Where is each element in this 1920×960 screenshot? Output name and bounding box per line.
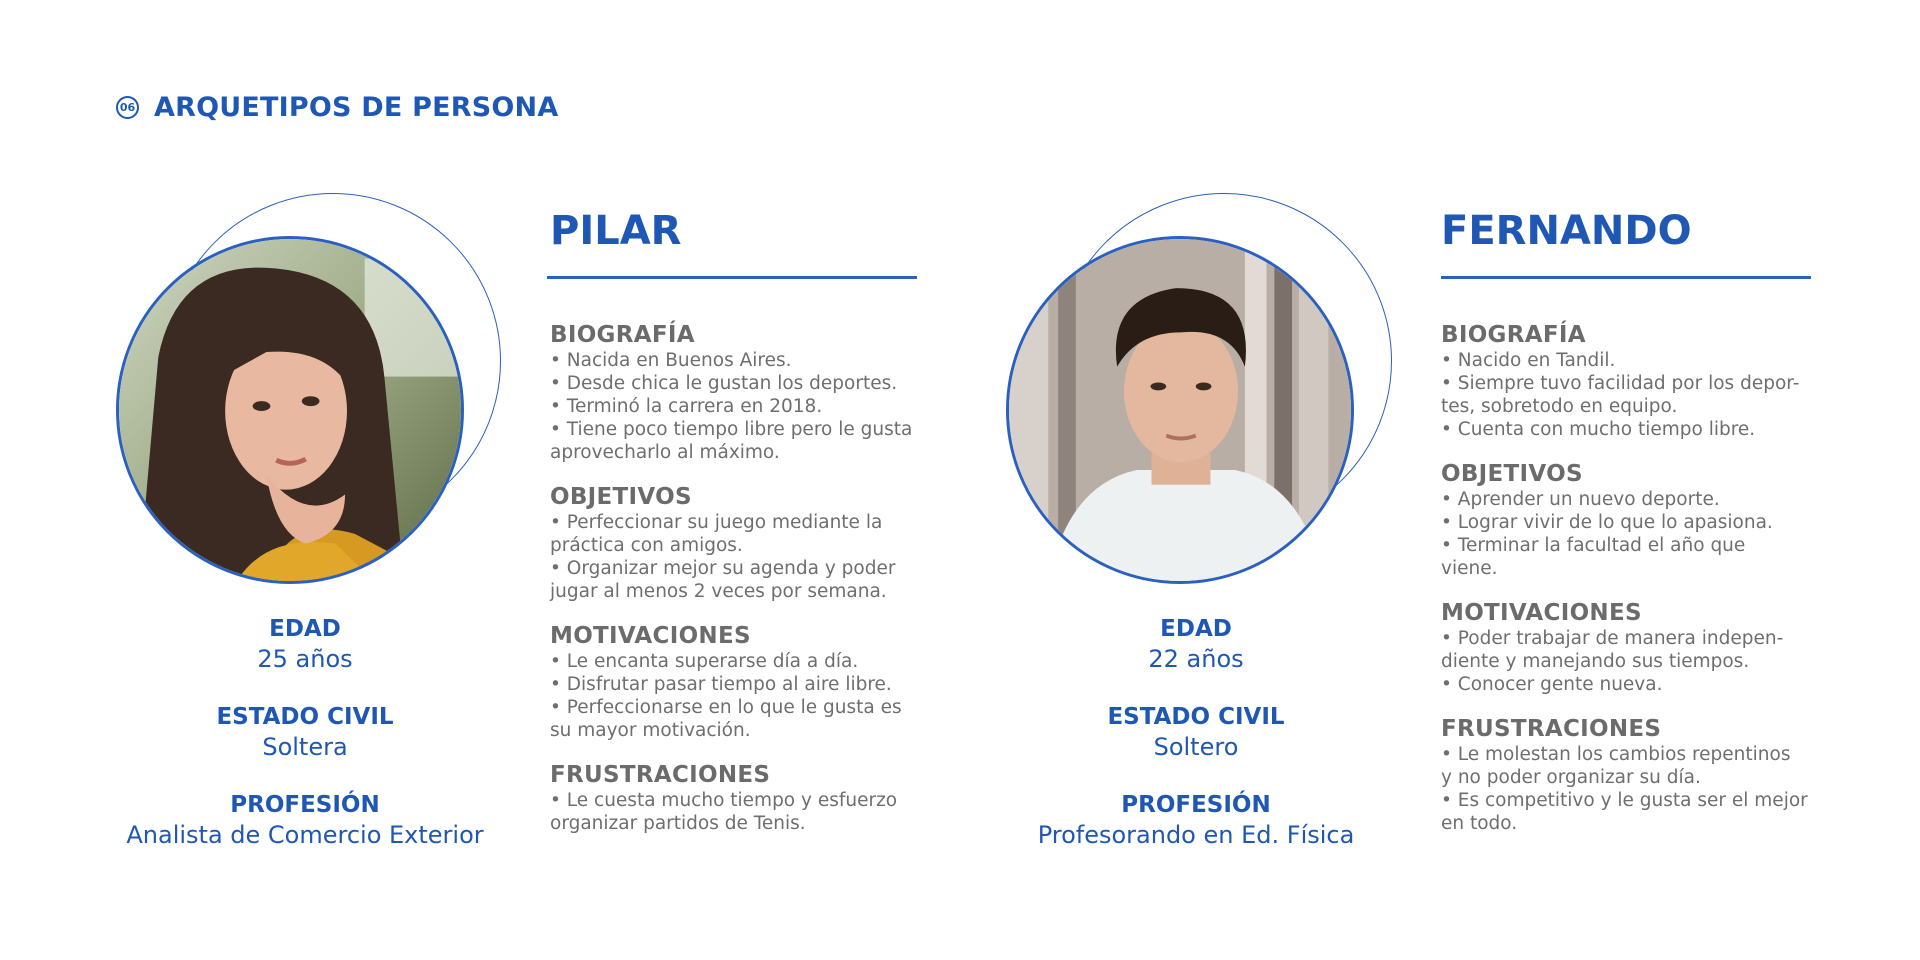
name-underline: [547, 276, 917, 279]
section-title: FRUSTRACIONES: [550, 762, 771, 788]
section-line: • Perfeccionarse en lo que le gusta es: [550, 697, 902, 718]
page-title: ARQUETIPOS DE PERSONA: [154, 91, 559, 123]
info-civil-status: [75, 702, 535, 762]
section-line: • Organizar mejor su agenda y poder: [550, 558, 896, 579]
section-line: aprovecharlo al máximo.: [550, 442, 780, 463]
section-line: • Le molestan los cambios repentinos: [1441, 744, 1791, 765]
persona-photo: [1006, 236, 1354, 584]
section-title: OBJETIVOS: [1441, 461, 1583, 487]
section-title: MOTIVACIONES: [1441, 600, 1642, 626]
info-value: Profesorando en Ed. Física: [1037, 821, 1355, 849]
persona-details: [1441, 322, 1811, 855]
info-profession: [966, 790, 1426, 850]
info-age: [966, 614, 1426, 674]
section-title: MOTIVACIONES: [550, 623, 751, 649]
section-frustrations: [1441, 716, 1811, 835]
persona-name: FERNANDO: [1441, 208, 1692, 254]
section-line: • Terminar la facultad el año que: [1441, 535, 1746, 556]
section-line: • Le encanta superarse día a día.: [550, 651, 859, 672]
section-line: • Disfrutar pasar tiempo al aire libre.: [550, 674, 892, 695]
section-biography: [550, 322, 920, 464]
section-line: tes, sobretodo en equipo.: [1441, 396, 1678, 417]
section-title: BIOGRAFÍA: [550, 322, 695, 348]
info-value: 25 años: [257, 645, 353, 673]
section-line: en todo.: [1441, 813, 1518, 834]
info-label: ESTADO CIVIL: [1107, 704, 1285, 730]
info-label: EDAD: [269, 616, 341, 642]
info-value: Soltera: [262, 733, 348, 761]
section-line: • Cuenta con mucho tiempo libre.: [1441, 419, 1756, 440]
section-motivations: [1441, 600, 1811, 696]
persona-details: [550, 322, 920, 855]
info-profession: [75, 790, 535, 850]
section-line: • Lograr vivir de lo que lo apasiona.: [1441, 512, 1773, 533]
info-value: Analista de Comercio Exterior: [126, 821, 484, 849]
section-line: diente y manejando sus tiempos.: [1441, 651, 1750, 672]
info-age: [75, 614, 535, 674]
section-frustrations: [550, 762, 920, 835]
section-line: y no poder organizar su día.: [1441, 767, 1701, 788]
section-line: organizar partidos de Tenis.: [550, 813, 806, 834]
portrait-woman-image: [119, 239, 461, 581]
section-title: BIOGRAFÍA: [1441, 322, 1586, 348]
section-motivations: [550, 623, 920, 742]
section-line: • Nacida en Buenos Aires.: [550, 350, 792, 371]
section-line: viene.: [1441, 558, 1498, 579]
section-line: • Aprender un nuevo deporte.: [1441, 489, 1720, 510]
section-line: • Terminó la carrera en 2018.: [550, 396, 823, 417]
section-line: su mayor motivación.: [550, 720, 751, 741]
section-line: • Conocer gente nueva.: [1441, 674, 1663, 695]
section-objectives: [1441, 461, 1811, 580]
section-line: jugar al menos 2 veces por semana.: [550, 581, 887, 602]
section-line: • Nacido en Tandil.: [1441, 350, 1616, 371]
section-title: FRUSTRACIONES: [1441, 716, 1662, 742]
info-value: Soltero: [1153, 733, 1239, 761]
info-label: EDAD: [1160, 616, 1232, 642]
persona-info: [966, 614, 1426, 878]
info-civil-status: [966, 702, 1426, 762]
info-value: 22 años: [1148, 645, 1244, 673]
persona-photo: [116, 236, 464, 584]
section-line: • Siempre tuvo facilidad por los depor-: [1441, 373, 1800, 394]
section-line: • Poder trabajar de manera indepen-: [1441, 628, 1784, 649]
info-label: ESTADO CIVIL: [216, 704, 394, 730]
section-line: • Desde chica le gustan los deportes.: [550, 373, 898, 394]
persona-info: [75, 614, 535, 878]
page-header: [116, 90, 558, 124]
section-line: • Le cuesta mucho tiempo y esfuerzo: [550, 790, 898, 811]
section-objectives: [550, 484, 920, 603]
section-number-badge: 06: [116, 96, 139, 119]
name-underline: [1441, 276, 1811, 279]
info-label: PROFESIÓN: [230, 792, 380, 818]
persona-name: PILAR: [550, 208, 682, 254]
section-line: • Es competitivo y le gusta ser el mejor: [1441, 790, 1808, 811]
section-line: práctica con amigos.: [550, 535, 743, 556]
section-title: OBJETIVOS: [550, 484, 692, 510]
section-biography: [1441, 322, 1811, 441]
info-label: PROFESIÓN: [1121, 792, 1271, 818]
section-line: • Perfeccionar su juego mediante la: [550, 512, 883, 533]
section-line: • Tiene poco tiempo libre pero le gusta: [550, 419, 913, 440]
portrait-man-image: [1009, 239, 1351, 581]
